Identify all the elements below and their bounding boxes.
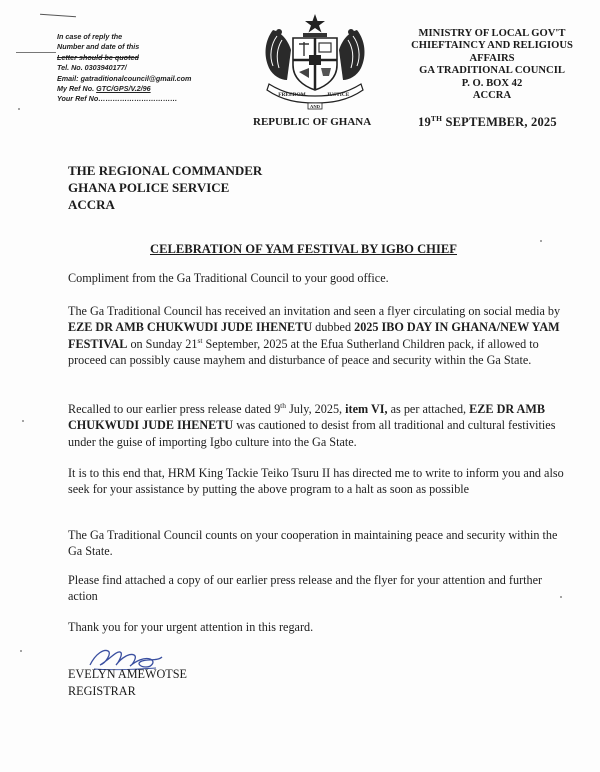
reply-instructions [57,32,232,105]
signer-name: EVELYN AMEWOTSE [68,667,187,681]
scan-mark-line [40,14,76,18]
ministry-line-1: MINISTRY OF LOCAL GOV'T [418,28,566,39]
p3-item-ref: item VI, [345,402,388,416]
p3-text-d: as per attached, [387,402,470,416]
paragraph-thanks: Thank you for your urgent attention in this regard. [68,620,314,634]
addressee-block [68,162,262,213]
ministry-line-2: CHIEFTAINCY AND RELIGIOUS [411,40,573,52]
p2-text-f: September, 2025 at the Efua Sutherland Children pack, if allowed to proceed can possibly cause mayhem and disturbance of peace and security within the Ga State. [68,336,539,368]
p2-sup: st [197,335,203,345]
addressee-line-2: GHANA POLICE SERVICE [68,180,230,195]
scan-speck [560,596,562,598]
reply-line-3: Letter should be quoted [57,52,139,62]
motto-right: JUSTICE [326,92,350,98]
p3-text-f: was cautioned to desist from all traditional and cultural festivities under the guise of importing Igbo culture into the Ga State. [68,418,556,449]
ministry-address [392,28,592,102]
scan-speck [22,420,24,422]
scan-speck [18,108,20,110]
addressee-line-3: ACCRA [68,197,115,212]
motto-left: FREEDOM [278,92,306,98]
reply-line-1: In case of reply the [57,32,123,41]
letter-date [418,114,557,130]
p2-chief-name: EZE DR AMB CHUKWUDI JUDE IHENETU [68,320,313,335]
paragraph-compliment: Compliment from the Ga Traditional Council to your good office. [68,271,389,285]
paragraph-attachments: Please find attached a copy of our earlier press release and the flyer for your attention and further action [68,573,543,604]
p2-text-e: on Sunday 21 [127,336,198,351]
p2-event-name: 2025 IBO DAY IN GHANA/NEW YAM FESTIVAL [68,320,560,351]
ministry-line-5: P. O. BOX 42 [461,77,523,89]
scan-speck [540,240,542,242]
signer-block [68,666,187,700]
addressee-line-1: THE REGIONAL COMMANDER [68,163,263,178]
ghana-coat-of-arms-icon [255,10,375,110]
date-suffix: TH [430,114,443,123]
my-reference [57,84,232,94]
paragraph-cooperation: The Ga Traditional Council counts on your cooperation in maintaining peace and security within the Ga State. [68,528,558,559]
letter-subject: CELEBRATION OF YAM FESTIVAL BY IGBO CHIEF [150,242,457,256]
ministry-line-3: AFFAIRS [469,52,515,64]
motto-bottom: AND [310,103,320,109]
date-rest: SEPTEMBER, 2025 [442,115,557,130]
p2-text-c: dubbed [312,320,355,335]
scan-mark-line [16,52,56,53]
signer-title: REGISTRAR [68,684,136,698]
email-address: Email: gatraditionalcouncil@gmail.com [57,73,192,83]
p3-chief-name: EZE DR AMB CHUKWUDI JUDE IHENETU [68,402,545,433]
my-ref-value: GTC/GPS/V.2/96 [96,84,151,94]
your-reference: Your Ref No…………………………… [57,94,178,104]
p2-text-a: The Ga Traditional Council has received an invitation and seen a flyer circulating on social media by [68,304,561,318]
date-day: 19 [418,115,431,130]
paragraph-press-release [68,401,573,450]
p3-text-b: July, 2025, [286,402,346,416]
telephone-number: Tel. No. 0303940177/ [57,63,127,73]
paragraph-directive: It is to this end that, HRM King Tackie Teiko Tsuru II has directed me to write to inform you and also seek for your assistance by putting the above program to a halt as soon as possible [68,466,564,497]
ministry-line-6: ACCRA [472,90,512,102]
republic-label: REPUBLIC OF GHANA [253,116,372,128]
reply-line-2: Number and date of this [57,42,140,52]
paragraph-invitation [68,303,573,369]
p3-text-a: Recalled to our earlier press release dated 9 [68,402,281,416]
p3-sup: th [280,400,287,410]
scan-speck [20,650,22,652]
ministry-line-4: GA TRADITIONAL COUNCIL [419,65,565,77]
my-ref-label: My Ref No. [57,84,95,94]
